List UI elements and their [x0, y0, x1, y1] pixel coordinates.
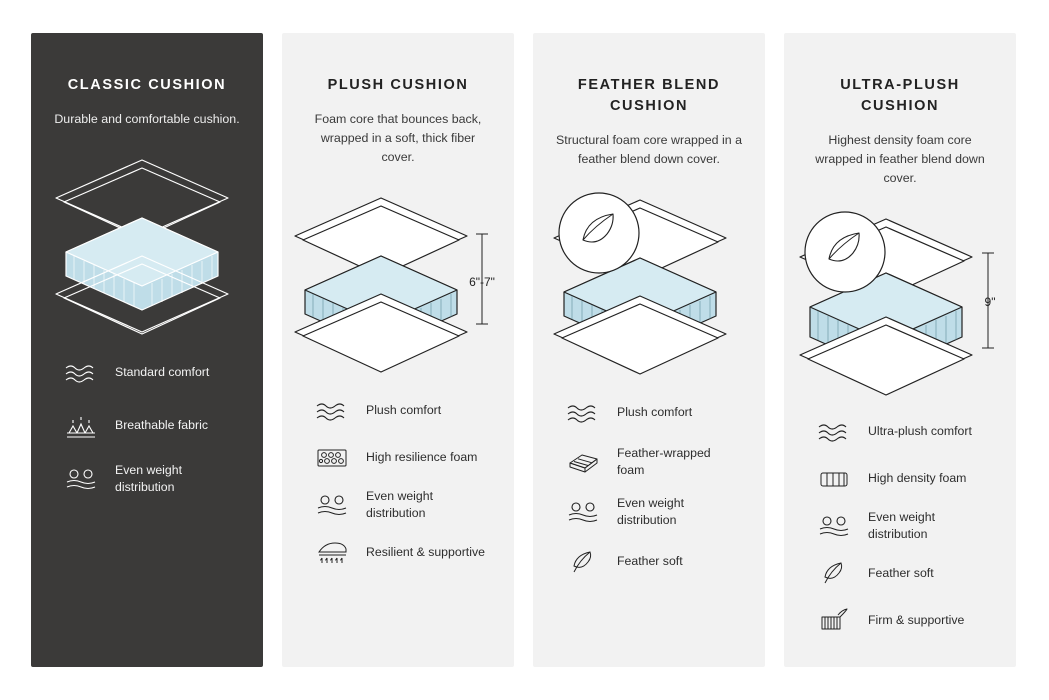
list-item: [563, 495, 739, 530]
list-item: [814, 603, 990, 637]
feather-icon: [814, 556, 854, 590]
cushion-diagram-feather-blend: [533, 179, 765, 394]
wave-lines-icon: [563, 396, 603, 430]
firm-support-icon: [814, 603, 854, 637]
exploded-cushion-illustration: [788, 205, 1012, 405]
feature-list: [282, 394, 514, 570]
list-item: [61, 462, 237, 497]
list-item: [563, 545, 739, 579]
feature-list: [784, 415, 1016, 638]
feature-label: Feather-wrapped foam: [617, 445, 711, 478]
card-feather-blend-cushion[interactable]: [533, 33, 765, 667]
feature-label: Resilient & supportive: [366, 544, 485, 559]
even-weight-icon: [312, 488, 352, 522]
feature-label: High resilience foam: [366, 449, 478, 464]
card-title: FEATHER BLEND CUSHION: [577, 77, 721, 115]
list-item: [312, 441, 488, 475]
card-title: CLASSIC CUSHION: [67, 77, 227, 93]
feature-label: Plush comfort: [366, 402, 442, 417]
card-classic-cushion[interactable]: [31, 33, 263, 667]
height-label: 6"-7": [469, 275, 495, 290]
honeycomb-foam-icon: [312, 441, 352, 475]
exploded-cushion-illustration: [537, 186, 761, 386]
feature-label: Breathable fabric: [115, 418, 208, 433]
feature-label: Standard comfort: [115, 365, 210, 380]
feature-list: [31, 356, 263, 497]
feather-icon: [563, 545, 603, 579]
card-plush-cushion[interactable]: [282, 33, 514, 667]
supportive-seat-icon: [312, 535, 352, 569]
breathable-fabric-icon: [61, 409, 101, 443]
wave-lines-icon: [312, 394, 352, 428]
card-title: PLUSH CUSHION: [327, 77, 469, 93]
feature-label: Feather soft: [617, 553, 683, 568]
list-item: [814, 462, 990, 496]
feature-label: High density foam: [868, 470, 967, 485]
density-foam-icon: [814, 462, 854, 496]
feature-list: [533, 396, 765, 579]
list-item: [814, 415, 990, 449]
card-description: Foam core that bounces back, wrapped in a soft, thick fiber cover.: [314, 112, 482, 164]
list-item: [814, 509, 990, 544]
list-item: [312, 488, 488, 523]
exploded-cushion-illustration: [42, 146, 252, 346]
even-weight-icon: [563, 495, 603, 529]
even-weight-icon: [61, 462, 101, 496]
list-item: [563, 396, 739, 430]
wave-lines-icon: [61, 356, 101, 390]
list-item: [61, 356, 237, 390]
card-ultra-plush-cushion[interactable]: [784, 33, 1016, 667]
list-item: [563, 445, 739, 480]
even-weight-icon: [814, 509, 854, 543]
feature-label: Firm & supportive: [868, 612, 965, 627]
feature-label: Even weight distribution: [868, 509, 935, 542]
list-item: [814, 556, 990, 590]
card-description: Highest density foam core wrapped in feather blend down cover.: [815, 133, 985, 185]
feature-label: Even weight distribution: [115, 462, 182, 495]
cushion-diagram-classic: [31, 139, 263, 354]
cushion-diagram-ultra-plush: [784, 198, 1016, 413]
list-item: [61, 409, 237, 443]
wave-lines-icon: [814, 415, 854, 449]
card-title: ULTRA-PLUSH CUSHION: [840, 77, 960, 115]
feature-label: Ultra-plush comfort: [868, 423, 972, 438]
feature-label: Even weight distribution: [617, 495, 684, 528]
foam-block-icon: [563, 445, 603, 479]
cushion-diagram-plush: [282, 177, 514, 392]
height-label: 9": [984, 295, 996, 310]
card-description: Structural foam core wrapped in a feather blend down cover.: [556, 133, 742, 166]
card-description: Durable and comfortable cushion.: [54, 112, 240, 127]
feature-label: Plush comfort: [617, 404, 693, 419]
exploded-cushion-illustration: [286, 184, 510, 384]
list-item: [312, 535, 488, 569]
list-item: [312, 394, 488, 428]
feature-label: Feather soft: [868, 565, 934, 580]
feature-label: Even weight distribution: [366, 488, 433, 520]
